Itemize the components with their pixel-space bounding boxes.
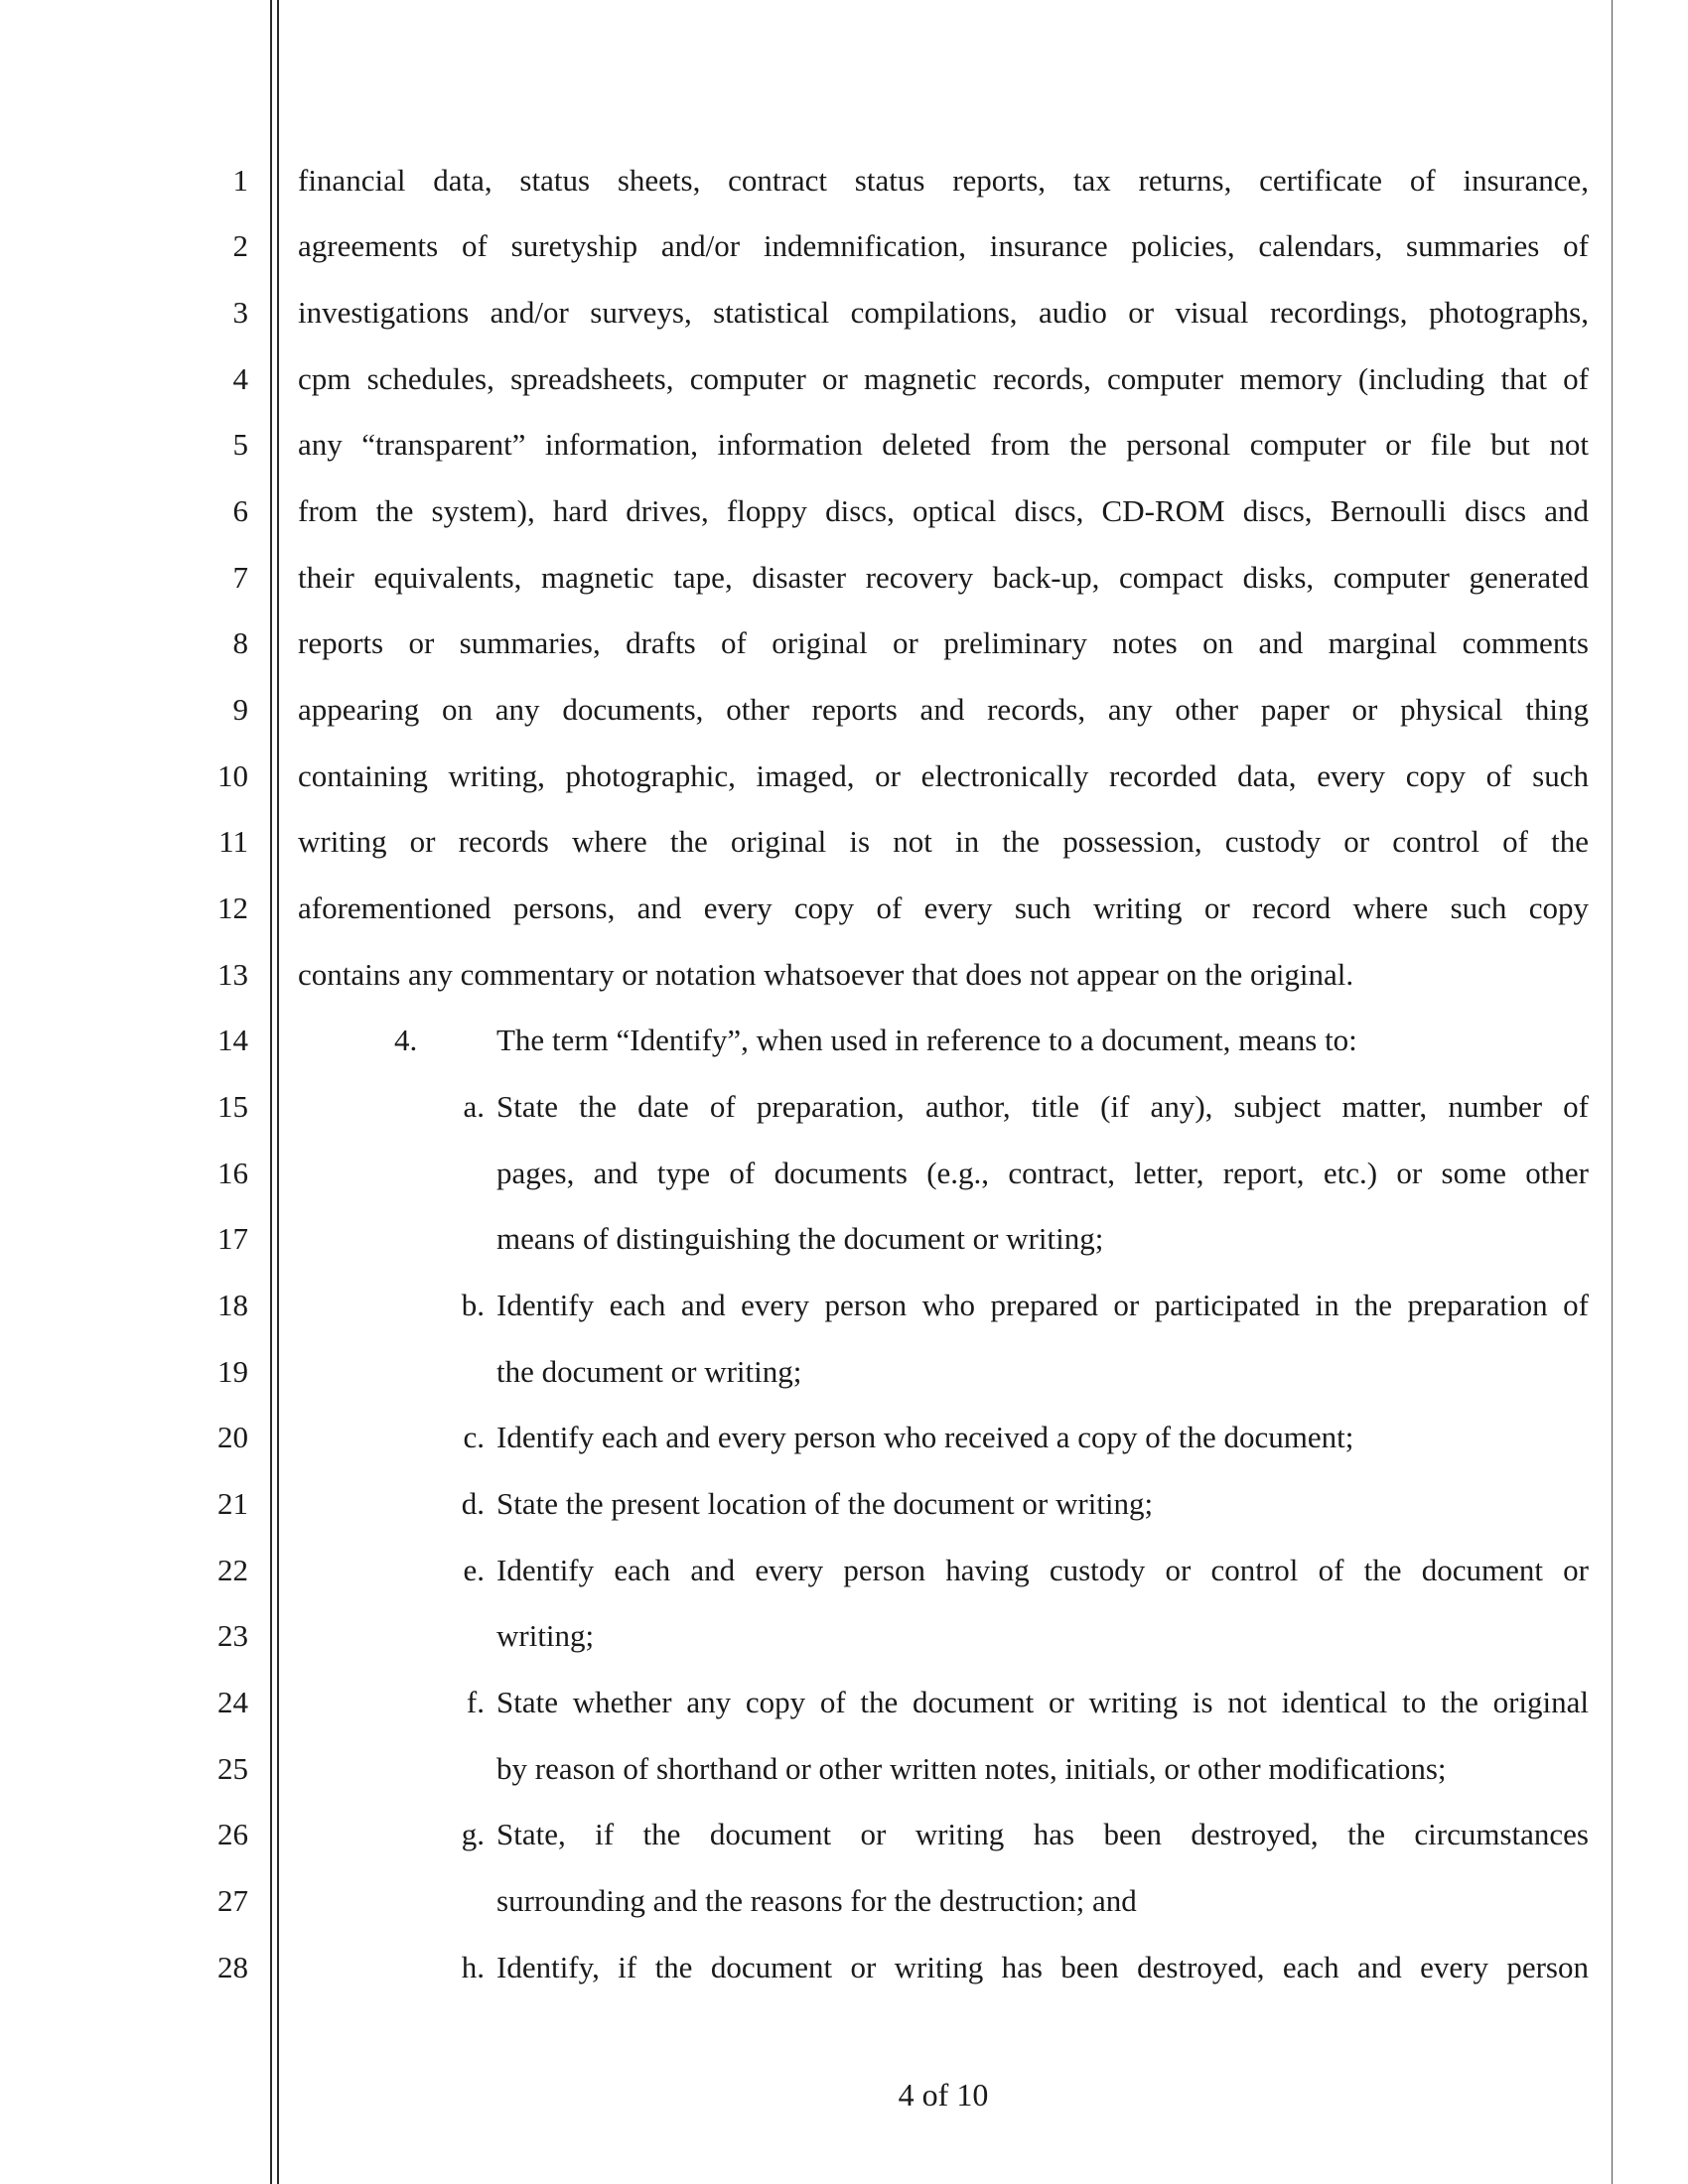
line-number: 17 bbox=[217, 1221, 248, 1256]
body-line: their equivalents, magnetic tape, disaster recovery back-up, compact disks, computer generated bbox=[298, 560, 1589, 595]
body-line: any “transparent” information, information deleted from the personal computer or file but not bbox=[298, 427, 1589, 462]
line-number: 8 bbox=[232, 625, 248, 660]
list-item-line: surrounding and the reasons for the destruction; and bbox=[496, 1883, 1137, 1918]
line-number: 18 bbox=[217, 1288, 248, 1322]
line-number: 22 bbox=[217, 1553, 248, 1587]
body-line: containing writing, photographic, imaged, or electronically recorded data, every copy of such bbox=[298, 758, 1589, 793]
list-item-line: State the present location of the document or writing; bbox=[496, 1486, 1154, 1521]
body-line: aforementioned persons, and every copy of every such writing or record where such copy bbox=[298, 890, 1589, 925]
paragraph-number: 4. bbox=[394, 1023, 418, 1057]
list-item-marker: c. bbox=[463, 1420, 485, 1454]
line-number: 19 bbox=[217, 1354, 248, 1389]
line-number: 28 bbox=[217, 1950, 248, 1984]
line-number: 26 bbox=[217, 1817, 248, 1851]
paragraph-text: The term “Identify”, when used in reference to a document, means to: bbox=[496, 1023, 1357, 1057]
list-item-marker: b. bbox=[461, 1288, 485, 1322]
line-number: 14 bbox=[217, 1023, 248, 1057]
body-line: appearing on any documents, other reports and records, any other paper or physical thing bbox=[298, 692, 1589, 727]
left-margin-rule-inner bbox=[277, 0, 279, 2184]
line-number: 15 bbox=[217, 1089, 248, 1124]
right-margin-rule bbox=[1612, 0, 1613, 2184]
body-line: agreements of suretyship and/or indemnification, insurance policies, calendars, summaries of bbox=[298, 228, 1589, 263]
body-line: writing or records where the original is not in the possession, custody or control of the bbox=[298, 824, 1589, 859]
line-number: 7 bbox=[232, 560, 248, 595]
line-number: 24 bbox=[217, 1685, 248, 1719]
line-number: 3 bbox=[232, 295, 248, 330]
list-item-line: pages, and type of documents (e.g., contract, letter, report, etc.) or some other bbox=[496, 1156, 1589, 1190]
line-number: 9 bbox=[232, 692, 248, 727]
line-number: 16 bbox=[217, 1156, 248, 1190]
line-number: 27 bbox=[217, 1883, 248, 1918]
body-line: financial data, status sheets, contract status reports, tax returns, certificate of insurance, bbox=[298, 163, 1589, 198]
line-number: 5 bbox=[232, 427, 248, 462]
page-footer-number: 4 of 10 bbox=[898, 2077, 989, 2113]
list-item-marker: e. bbox=[463, 1553, 485, 1587]
line-number: 23 bbox=[217, 1618, 248, 1653]
line-number: 21 bbox=[217, 1486, 248, 1521]
list-item-line: means of distinguishing the document or writing; bbox=[496, 1221, 1104, 1256]
list-item-marker: f. bbox=[466, 1685, 485, 1719]
body-line: investigations and/or surveys, statistical compilations, audio or visual recordings, photographs, bbox=[298, 295, 1589, 330]
list-item-line: State the date of preparation, author, title (if any), subject matter, number of bbox=[496, 1089, 1589, 1124]
line-number: 20 bbox=[217, 1420, 248, 1454]
line-number: 10 bbox=[217, 758, 248, 793]
body-line: reports or summaries, drafts of original or preliminary notes on and marginal comments bbox=[298, 625, 1589, 660]
line-number: 25 bbox=[217, 1751, 248, 1786]
list-item-line: Identify each and every person who prepared or participated in the preparation of bbox=[496, 1288, 1589, 1322]
list-item-line: State, if the document or writing has been destroyed, the circumstances bbox=[496, 1817, 1589, 1851]
line-number: 6 bbox=[232, 493, 248, 528]
line-number: 12 bbox=[217, 890, 248, 925]
list-item-marker: d. bbox=[461, 1486, 485, 1521]
line-number: 4 bbox=[232, 361, 248, 396]
list-item-marker: a. bbox=[463, 1089, 485, 1124]
list-item-line: writing; bbox=[496, 1618, 595, 1653]
left-margin-rule bbox=[270, 0, 272, 2184]
list-item-line: Identify each and every person who received a copy of the document; bbox=[496, 1420, 1354, 1454]
body-line: cpm schedules, spreadsheets, computer or magnetic records, computer memory (including that of bbox=[298, 361, 1589, 396]
list-item-marker: g. bbox=[461, 1817, 485, 1851]
list-item-line: Identify, if the document or writing has been destroyed, each and every person bbox=[496, 1950, 1589, 1984]
body-line: from the system), hard drives, floppy discs, optical discs, CD-ROM discs, Bernoulli discs and bbox=[298, 493, 1589, 528]
list-item-line: Identify each and every person having custody or control of the document or bbox=[496, 1553, 1589, 1587]
list-item-line: by reason of shorthand or other written notes, initials, or other modifications; bbox=[496, 1751, 1447, 1786]
list-item-line: the document or writing; bbox=[496, 1354, 802, 1389]
list-item-line: State whether any copy of the document or writing is not identical to the original bbox=[496, 1685, 1589, 1719]
body-line: contains any commentary or notation whatsoever that does not appear on the original. bbox=[298, 957, 1354, 992]
line-number: 2 bbox=[232, 228, 248, 263]
list-item-marker: h. bbox=[461, 1950, 485, 1984]
line-number: 13 bbox=[217, 957, 248, 992]
line-number: 11 bbox=[218, 824, 248, 859]
line-number: 1 bbox=[232, 163, 248, 198]
